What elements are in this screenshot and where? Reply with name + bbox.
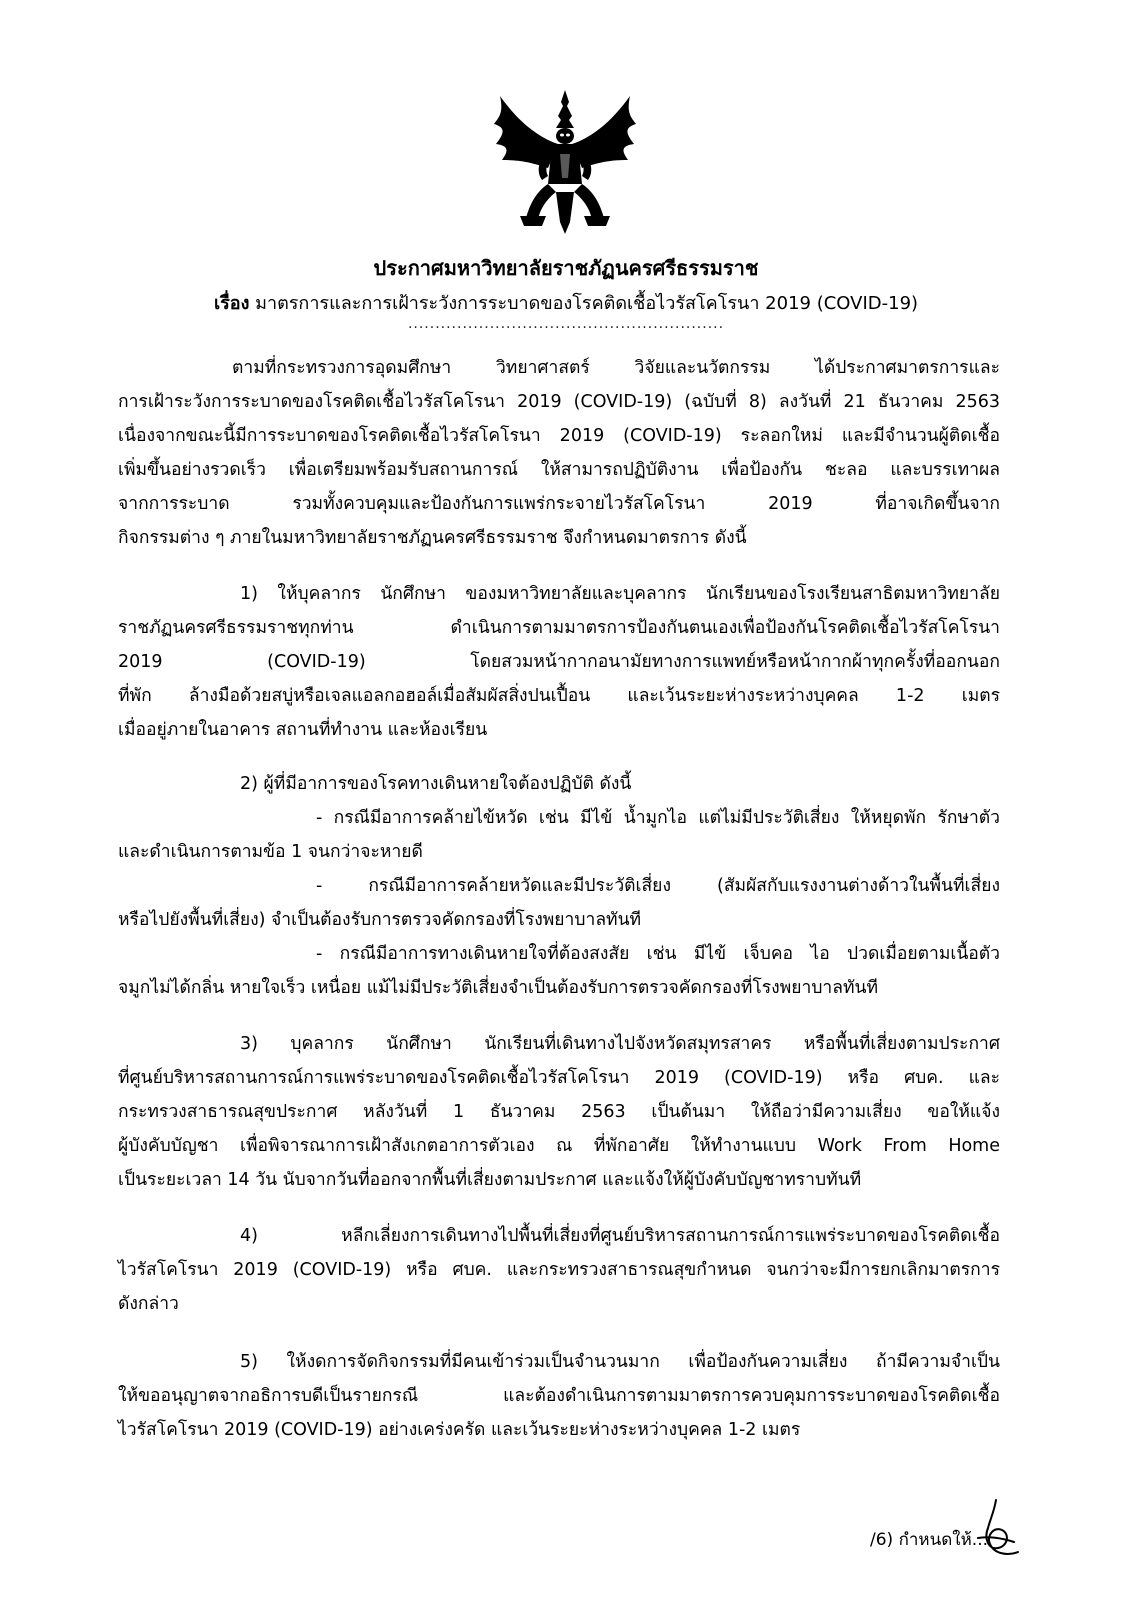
item-2-line: - กรณีมีอาการทางเดินหายใจที่ต้องสงสัย เช่น มีไข้ เจ็บคอ ไอ ปวดเมื่อยตามเนื้อตัว — [316, 944, 1000, 964]
paragraph-line: เนื่องจากขณะนี้มีการระบาดของโรคติดเชื้อไวรัสโคโรนา 2019 (COVID-19) ระลอกใหม่ และมีจำนวนผู้ติดเชื้อ — [118, 426, 1000, 446]
paragraph-line: จากการระบาด รวมทั้งควบคุมและป้องกันการแพร่กระจายไวรัสโคโรนา 2019 ที่อาจเกิดขึ้นจาก — [118, 494, 1000, 514]
item-3-line: 3) บุคลากร นักศึกษา นักเรียนที่เดินทางไปจังหวัดสมุทรสาคร หรือพื้นที่เสี่ยงตามประกาศ — [240, 1034, 1000, 1054]
item-1-line: 2019 (COVID-19) โดยสวมหน้ากากอนามัยทางการแพทย์หรือหน้ากากผ้าทุกครั้งที่ออกนอก — [118, 652, 1000, 672]
item-2-line: จมูกไม่ได้กลิ่น หายใจเร็ว เหนื่อย แม้ไม่มีประวัติเสี่ยงจำเป็นต้องรับการตรวจคัดกรองที่โรงพยาบาลทันที — [118, 978, 879, 998]
paragraph-line: ตามที่กระทรวงการอุดมศึกษา วิทยาศาสตร์ วิจัยและนวัตกรรม ได้ประกาศมาตรการและ — [232, 358, 1000, 378]
item-3-line: ผู้บังคับบัญชา เพื่อพิจารณาการเฝ้าสังเกตอาการตัวเอง ณ ที่พักอาศัย ให้ทำงานแบบ Work From Home — [118, 1136, 1000, 1156]
subject-label: เรื่อง — [213, 293, 250, 314]
item-5-line: ให้ขออนุญาตจากอธิการบดีเป็นรายกรณี และต้องดำเนินการตามมาตรการควบคุมการระบาดของโรคติดเชื้อ — [118, 1386, 1000, 1406]
item-1-line: เมื่ออยู่ภายในอาคาร สถานที่ทำงาน และห้องเรียน — [118, 720, 488, 740]
item-1-line: 1) ให้บุคลากร นักศึกษา ของมหาวิทยาลัยและบุคลากร นักเรียนของโรงเรียนสาธิตมหาวิทยาลัย — [240, 584, 1000, 604]
item-4-line: ดังกล่าว — [118, 1294, 179, 1314]
item-2-line: 2) ผู้ที่มีอาการของโรคทางเดินหายใจต้องปฏิบัติ ดังนี้ — [240, 774, 632, 794]
item-2-line: และดำเนินการตามข้อ 1 จนกว่าจะหายดี — [118, 842, 423, 862]
subject-text: มาตรการและการเฝ้าระวังการระบาดของโรคติดเชื้อไวรัสโคโรนา 2019 (COVID-19) — [255, 293, 919, 314]
continuation-note: /6) กำหนดให้... — [870, 1530, 989, 1550]
dotted-divider: .......................................................... — [407, 316, 725, 332]
item-4-line: ไวรัสโคโรนา 2019 (COVID-19) หรือ ศบค. และกระทรวงสาธารณสุขกำหนด จนกว่าจะมีการยกเลิกมาตรการ — [118, 1260, 1000, 1280]
announcement-subject — [0, 288, 1132, 317]
item-5-line: 5) ให้งดการจัดกิจกรรมที่มีคนเข้าร่วมเป็นจำนวนมาก เพื่อป้องกันความเสี่ยง ถ้ามีความจำเป็น — [240, 1352, 1000, 1372]
paragraph-line: เพิ่มขึ้นอย่างรวดเร็ว เพื่อเตรียมพร้อมรับสถานการณ์ ให้สามารถปฏิบัติงาน เพื่อป้องกัน ชะลอ และบรรเทาผล — [118, 460, 1000, 480]
announcement-title: ประกาศมหาวิทยาลัยราชภัฏนครศรีธรรมราช — [373, 256, 759, 280]
paragraph-line: กิจกรรมต่าง ๆ ภายในมหาวิทยาลัยราชภัฏนครศรีธรรมราช จึงกำหนดมาตรการ ดังนี้ — [118, 528, 747, 548]
item-3-line: เป็นระยะเวลา 14 วัน นับจากวันที่ออกจากพื้นที่เสี่ยงตามประกาศ และแจ้งให้ผู้บังคับบัญชาทราบทันที — [118, 1170, 862, 1190]
item-2-line: - กรณีมีอาการคล้ายหวัดและมีประวัติเสี่ยง (สัมผัสกับแรงงานต่างด้าวในพื้นที่เสี่ยง — [316, 876, 1000, 896]
item-3-line: ที่ศูนย์บริหารสถานการณ์การแพร่ระบาดของโรคติดเชื้อไวรัสโคโรนา 2019 (COVID-19) หรือ ศบค. และ — [118, 1068, 1000, 1088]
item-1-line: ราชภัฏนครศรีธรรมราชทุกท่าน ดำเนินการตามมาตรการป้องกันตนเองเพื่อป้องกันโรคติดเชื้อไวรัสโคโรนา — [118, 618, 1000, 638]
item-5-line: ไวรัสโคโรนา 2019 (COVID-19) อย่างเคร่งครัด และเว้นระยะห่างระหว่างบุคคล 1-2 เมตร — [118, 1420, 801, 1440]
item-3-line: กระทรวงสาธารณสุขประกาศ หลังวันที่ 1 ธันวาคม 2563 เป็นต้นมา ให้ถือว่ามีความเสี่ยง ขอให้แจ้ง — [118, 1102, 1000, 1122]
paragraph-line: การเฝ้าระวังการระบาดของโรคติดเชื้อไวรัสโคโรนา 2019 (COVID-19) (ฉบับที่ 8) ลงวันที่ 21 ธันวาคม 2563 — [118, 392, 1000, 412]
item-2-line: หรือไปยังพื้นที่เสี่ยง) จำเป็นต้องรับการตรวจคัดกรองที่โรงพยาบาลทันที — [118, 910, 642, 930]
item-1-line: ที่พัก ล้างมือด้วยสบู่หรือเจลแอลกอฮอล์เมื่อสัมผัสสิ่งปนเปื้อน และเว้นระยะห่างระหว่างบุคคล 1-2 เมตร — [118, 686, 1000, 706]
signature-icon — [968, 1498, 1024, 1560]
item-4-line: 4) หลีกเลี่ยงการเดินทางไปพื้นที่เสี่ยงที่ศูนย์บริหารสถานการณ์การแพร่ระบาดของโรคติดเชื้อ — [240, 1226, 1000, 1246]
garuda-emblem-icon — [490, 88, 640, 236]
item-2-line: - กรณีมีอาการคล้ายไข้หวัด เช่น มีไข้ น้ำมูกไอ แต่ไม่มีประวัติเสี่ยง ให้หยุดพัก รักษาตัว — [316, 808, 1000, 828]
